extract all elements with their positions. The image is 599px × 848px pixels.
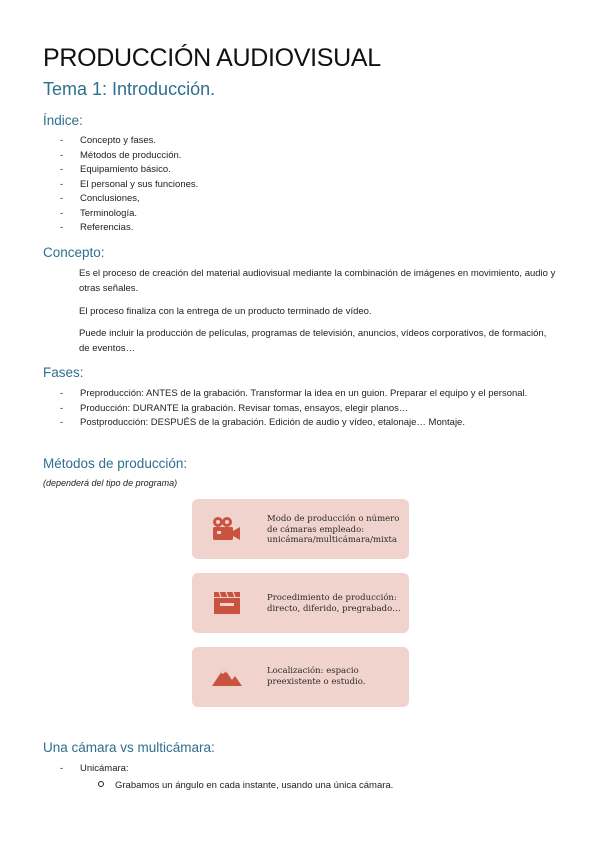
list-item: - Métodos de producción.	[60, 149, 182, 161]
indice-list	[60, 134, 198, 236]
concepto-paragraph: Puede incluir la producción de películas, programas de televisión, anuncios, vídeos corporativos, de formación, de eventos…	[79, 328, 547, 354]
fases-heading: Fases:	[43, 365, 84, 380]
camaras-heading: Una cámara vs multicámara:	[43, 740, 215, 755]
list-subitem: Grabamos un ángulo en cada instante, usando una única cámara.	[98, 780, 393, 791]
concepto-heading: Concepto:	[43, 245, 105, 260]
circle-bullet-icon	[98, 781, 104, 787]
list-item: - Conclusiones,	[60, 193, 140, 204]
video-camera-icon	[210, 516, 244, 542]
concepto-paragraph: El proceso finaliza con la entrega de un producto terminado de vídeo.	[79, 306, 372, 317]
metodos-note: (dependerá del tipo de programa)	[43, 478, 178, 488]
method-card-text: Localización: espacio preexistente o estudio.	[267, 666, 366, 687]
list-item: - El personal y sus funciones.	[60, 178, 199, 190]
document-title: PRODUCCIÓN AUDIOVISUAL	[43, 44, 381, 72]
metodos-heading: Métodos de producción:	[43, 456, 188, 471]
concepto-paragraph: Es el proceso de creación del material audiovisual mediante la combinación de imágenes en movimiento, audio y otras señales.	[79, 268, 556, 294]
camaras-list	[60, 762, 129, 777]
indice-heading: Índice:	[43, 113, 83, 128]
list-item: - Referencias.	[60, 222, 134, 233]
method-card-location	[192, 647, 409, 707]
list-item: - Producción: DURANTE la grabación. Revisar tomas, ensayos, elegir planos…	[60, 402, 409, 414]
fases-list	[60, 387, 560, 431]
method-card-text: Modo de producción o número de cámaras empleado: unicámara/multicámara/mixta	[267, 514, 400, 545]
method-card-procedure	[192, 573, 409, 633]
list-item: - Terminología.	[60, 207, 138, 219]
mountain-icon	[210, 664, 244, 690]
list-item: - Equipamiento básico.	[60, 164, 171, 175]
list-item: - Postproducción: DESPUÉS de la grabación. Edición de audio y vídeo, etalonaje… Montaje.	[60, 417, 465, 428]
list-item: - Preproducción: ANTES de la grabación. Transformar la idea en un guion. Preparar el equipo y el personal.	[60, 388, 528, 399]
list-item: - Concepto y fases.	[60, 135, 157, 146]
method-card-text: Procedimiento de producción: directo, diferido, pregrabado…	[267, 593, 401, 614]
list-item: - Unicámara:	[60, 763, 129, 774]
clapperboard-icon	[210, 590, 244, 616]
document-subtitle: Tema 1: Introducción.	[43, 79, 216, 99]
method-card-cameras	[192, 499, 409, 559]
